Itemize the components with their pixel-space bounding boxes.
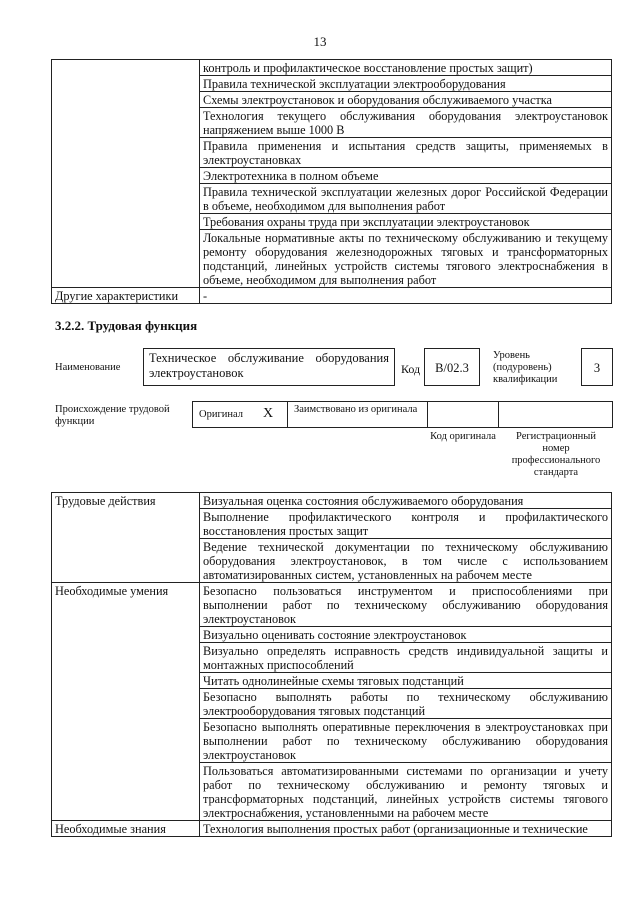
knowledge-item: Требования охраны труда при эксплуатации электроустановок: [200, 214, 612, 230]
original-mark: X: [263, 406, 274, 421]
group-item: Пользоваться автоматизированными системами по организации и учету работ по техническому обслуживанию и ремонту тяговых и трансформаторных подстанций, линейных устройств системы тягового электроснабжения, установленными на рабочем месте: [200, 763, 612, 821]
group-item: Читать однолинейные схемы тяговых подстанций: [200, 673, 612, 689]
code-original-caption: Код оригинала: [430, 431, 496, 442]
group-item: Визуально определять исправность средств индивидуальной защиты и монтажных приспособлений: [200, 643, 612, 673]
origin-label: Происхождение трудовой функции: [55, 404, 170, 427]
table-row: [52, 583, 612, 627]
page-number: 13: [313, 34, 327, 49]
other-characteristics-label: Другие характеристики: [52, 288, 200, 304]
knowledge-item: Локальные нормативные акты по техническому обслуживанию и текущему ремонту оборудования железнодорожных тяговых и трансформаторных подстанций, линейных устройств системы тягового электроснабжения в объеме, необходимом для выполнения работ: [200, 230, 612, 288]
group-item: Безопасно выполнять работы по техническому обслуживанию электрооборудования тяговых подстанций: [200, 689, 612, 719]
group-item: Технология выполнения простых работ (организационные и технические: [200, 821, 612, 837]
borrowed-label: Заимствовано из оригинала: [294, 404, 418, 415]
knowledge-item: Правила применения и испытания средств защиты, применяемых в электроустановках: [200, 138, 612, 168]
level-box: [581, 348, 613, 386]
borrowed-box: [287, 401, 428, 428]
labor-function-table: [51, 492, 612, 837]
knowledge-item: контроль и профилактическое восстановление простых защит): [200, 60, 612, 76]
knowledge-item: Технология текущего обслуживания оборудования электроустановок напряжением выше 1000 В: [200, 108, 612, 138]
table-row: [52, 60, 612, 76]
original-label: Оригинал: [199, 409, 243, 420]
origin-code-box: [427, 401, 499, 428]
group-item: Безопасно выполнять оперативные переключения в электроустановках при выполнении работ по техническому обслуживанию оборудования электроустановок: [200, 719, 612, 763]
function-name-box: [143, 348, 395, 386]
table-row: [52, 288, 612, 304]
table-row: [52, 821, 612, 837]
level-value: 3: [593, 361, 601, 375]
level-label: Уровень (подуровень) квалификации: [493, 350, 558, 385]
group-item: Выполнение профилактического контроля и профилактического восстановления простых защит: [200, 509, 612, 539]
registration-caption: Регистрационный номер профессионального стандарта: [511, 431, 601, 478]
group-item: Безопасно пользоваться инструментом и приспособлениями при выполнении работ по техническому обслуживанию оборудования электроустановок: [200, 583, 612, 627]
knowledge-table-continued: [51, 59, 612, 304]
group-item: Ведение технической документации по техническому обслуживанию оборудования электроустановок, в том числе с использованием автоматизированных систем, установленных на рабочем месте: [200, 539, 612, 583]
group-label: Необходимые знания: [52, 821, 200, 837]
group-label: Трудовые действия: [52, 493, 200, 583]
name-label: Наименование: [55, 362, 121, 373]
knowledge-item: Правила технической эксплуатации железных дорог Российской Федерации в объеме, необходимом для выполнения работ: [200, 184, 612, 214]
code-label: Код: [401, 362, 421, 376]
section-title: 3.2.2. Трудовая функция: [55, 318, 198, 333]
other-characteristics-value: -: [200, 288, 612, 304]
knowledge-item: Правила технической эксплуатации электрооборудования: [200, 76, 612, 92]
table-row: [52, 493, 612, 509]
knowledge-item: Электротехника в полном объеме: [200, 168, 612, 184]
original-box: [192, 401, 288, 428]
function-name-value: Техническое обслуживание оборудования электроустановок: [149, 351, 389, 380]
group-label: Необходимые умения: [52, 583, 200, 821]
registration-box: [498, 401, 613, 428]
row-label-empty: [52, 60, 200, 288]
code-value: В/02.3: [435, 361, 469, 375]
group-item: Визуально оценивать состояние электроустановок: [200, 627, 612, 643]
knowledge-item: Схемы электроустановок и оборудования обслуживаемого участка: [200, 92, 612, 108]
code-box: [424, 348, 480, 386]
group-item: Визуальная оценка состояния обслуживаемого оборудования: [200, 493, 612, 509]
